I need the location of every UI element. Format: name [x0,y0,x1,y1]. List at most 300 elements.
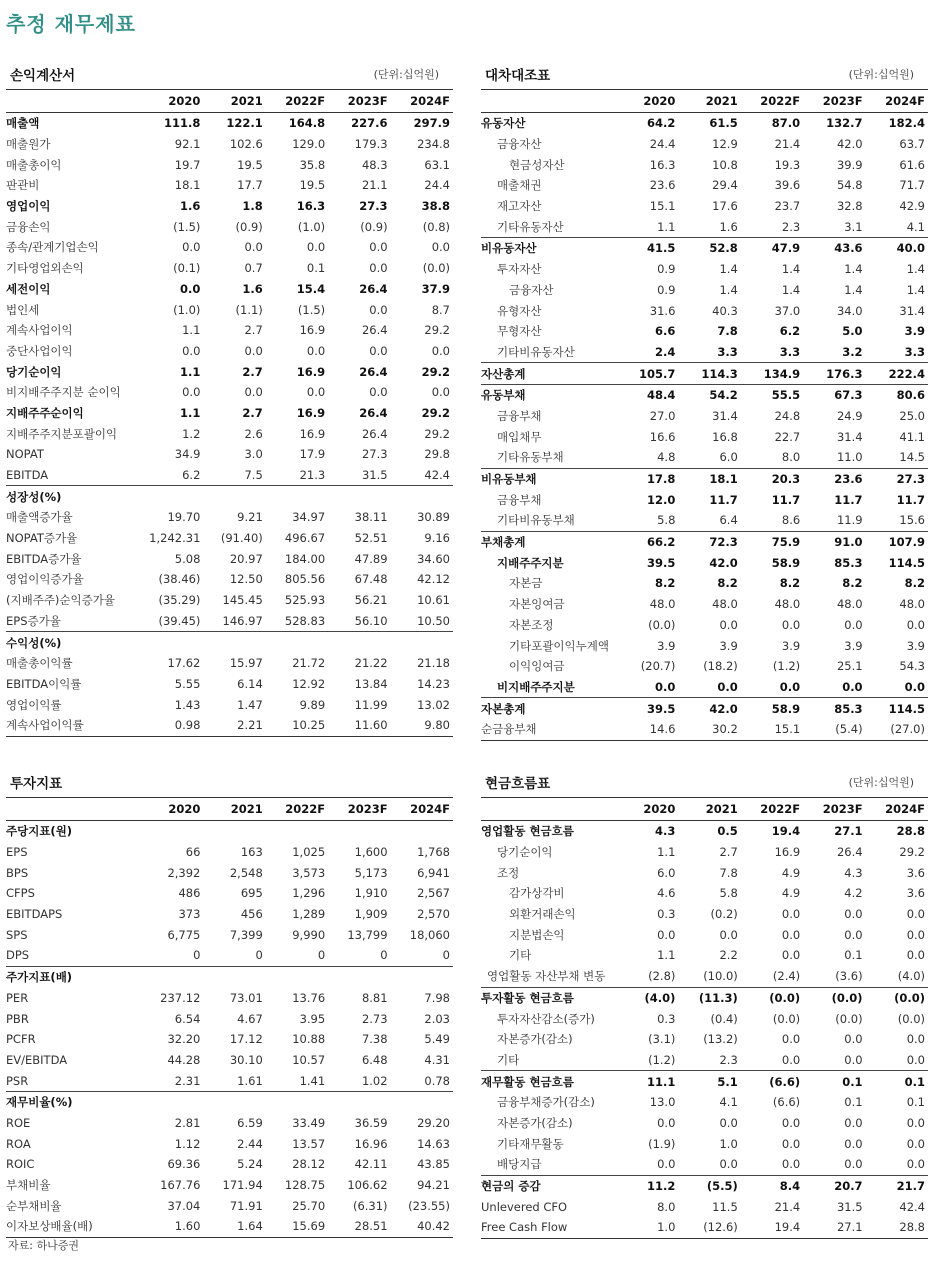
value-cell: 2.7 [244,323,263,338]
value-cell: (0.0) [772,1011,801,1026]
balance-sheet-panel [481,64,928,741]
row-label: 기타영업외손익 [6,261,84,276]
value-cell: 107.9 [866,531,928,552]
row-label: 투자자산 [497,262,542,277]
table-row [481,1196,928,1217]
value-cell: 21.4 [774,1199,801,1214]
row-label: ROIC [6,1157,35,1172]
value-cell: 0.0 [781,617,801,632]
value-cell: 0.0 [844,617,863,632]
row-label: 법인세 [6,302,40,317]
value-cell: 0.0 [781,907,801,922]
value-cell: (0.9) [235,219,263,234]
value-cell: 0.0 [431,343,450,358]
value-cell: 1.1 [180,364,201,379]
value-cell: 0.0 [306,385,326,400]
value-cell: 0 [380,948,388,963]
value-cell: 17.62 [167,656,201,671]
value-cell: 21.72 [292,656,326,671]
header-row [6,90,453,113]
row-label: 영업이익증가율 [6,572,84,587]
value-cell: 695 [240,886,263,901]
row-label: 금융부채증가(감소) [497,1095,595,1110]
row-label: 기타포괄이익누계액 [509,638,609,653]
value-cell: 0.0 [657,1115,676,1130]
header-year-2023f: 2023F [328,90,390,113]
row-label: 매출총이익 [6,157,62,172]
value-cell: 0 [442,948,450,963]
row-label: SPS [6,927,28,942]
value-cell: 227.6 [328,113,390,134]
row-label: EBITDA증가율 [6,551,82,566]
header-year-2021: 2021 [203,798,265,821]
row-label: 기타비유동부채 [497,513,575,528]
value-cell: 11.7 [834,492,863,507]
value-cell: 0.9 [657,282,676,297]
row-label: 기타 [509,948,532,963]
balance-unit-label: (단위:십억원) [848,68,914,81]
value-cell: 0.0 [657,927,676,942]
row-label: 비지배주주지분 [497,679,575,694]
value-cell: 0 [317,948,326,963]
value-cell: 56.21 [354,593,388,608]
value-cell: 146.97 [222,613,263,628]
row-label: 자본증가(감소) [497,1032,573,1047]
value-cell: 10.8 [712,157,738,172]
value-cell: 8.0 [657,1199,676,1214]
value-cell: 19.5 [299,178,326,193]
value-cell: 6.4 [719,513,738,528]
value-cell: 18.1 [174,178,201,193]
row-label: 지배주주순이익 [6,405,84,420]
value-cell: 17.12 [229,1032,263,1047]
value-cell: 21.4 [774,137,801,152]
value-cell: 0.0 [842,679,863,694]
value-cell: 28.8 [866,821,928,842]
value-cell: 10.25 [266,715,328,736]
header-row [481,798,928,821]
header-label-cell [6,90,141,113]
table-row [6,862,453,883]
value-cell: 1.1 [657,219,676,234]
value-cell: 27.0 [649,408,676,423]
value-cell: 32.8 [836,199,863,214]
value-cell: 179.3 [354,137,388,152]
table-row [481,677,928,698]
value-cell: 27.1 [803,821,865,842]
value-cell: 0.0 [906,1115,925,1130]
value-cell: 8.2 [779,576,801,591]
value-cell: 8.2 [842,576,863,591]
value-cell: 0 [193,948,201,963]
value-cell: 1,296 [292,886,326,901]
value-cell: 4.1 [906,219,925,234]
row-label: 금융부채 [497,408,542,423]
row-label: 매출액증가율 [6,510,73,525]
header-year-2021: 2021 [203,90,265,113]
value-cell: 1.4 [844,262,863,277]
value-cell: 8.6 [781,513,801,528]
value-cell: 102.6 [229,137,263,152]
value-cell: 11.5 [712,1199,738,1214]
value-cell: 6,941 [417,865,450,880]
value-cell: 19.4 [741,1217,803,1238]
value-cell: 5,173 [354,865,388,880]
value-cell: 30.10 [229,1052,263,1067]
value-cell: 0.0 [904,679,925,694]
value-cell: (6.31) [352,1198,388,1213]
table-row [481,842,928,863]
table-row [481,384,928,405]
table-row [481,259,928,280]
value-cell: 31.5 [836,1199,863,1214]
value-cell: 171.94 [222,1178,263,1193]
value-cell: 39.5 [647,555,676,570]
value-cell: 1.41 [299,1073,326,1088]
value-cell: 4.1 [719,1095,738,1110]
table-row [6,674,453,695]
value-cell: 0.0 [844,1115,863,1130]
value-cell: 1.1 [180,405,201,420]
table-row [6,361,453,382]
value-cell: 3.9 [657,638,676,653]
row-label: EPS증가율 [6,613,61,628]
table-row [481,196,928,217]
value-cell: 128.75 [284,1178,326,1193]
value-cell: 27.1 [803,1217,865,1238]
row-label: PSR [6,1073,29,1088]
table-row [6,403,453,424]
value-cell: 1.02 [361,1073,388,1088]
value-cell: 4.6 [657,886,676,901]
value-cell: (10.0) [703,969,738,984]
table-row [481,1029,928,1050]
row-label: 매출총이익률 [6,656,73,671]
value-cell: 2.03 [424,1011,450,1026]
row-label: 금융손익 [6,219,51,234]
value-cell: 34.9 [174,447,201,462]
value-cell: 1.4 [844,282,863,297]
value-cell: 48.0 [712,597,738,612]
value-cell: 0.0 [781,1115,801,1130]
value-cell: 0.0 [431,240,450,255]
row-label: 비지배주주지분 순이익 [6,385,121,400]
value-cell: 1.4 [781,282,801,297]
value-cell: 19.3 [774,157,801,172]
value-cell: 6.0 [719,450,738,465]
table-row [6,486,453,507]
row-label: 지배주주지분포괄이익 [6,426,118,441]
row-label: ROE [6,1115,31,1130]
balance-sheet-title: 대차대조표 [485,68,551,84]
value-cell: 19.7 [174,157,201,172]
value-cell: (6.6) [772,1095,801,1110]
value-cell [203,632,265,653]
value-cell: 10.57 [292,1052,326,1067]
value-cell: 0.0 [906,907,925,922]
row-label: 기타재무활동 [497,1136,564,1151]
investment-indicators-panel [6,772,453,1238]
table-row [6,653,453,674]
header-year-2021: 2021 [678,90,740,113]
value-cell: 1.4 [781,262,801,277]
row-label: 기타비유동자산 [497,344,575,359]
value-cell: 8.0 [781,450,801,465]
header-year-2021: 2021 [678,798,740,821]
row-label: 비유동부채 [481,468,616,489]
table-row [6,988,453,1009]
row-label: 자본조정 [509,617,554,632]
value-cell: 4.2 [844,886,863,901]
value-cell: 29.2 [899,845,925,860]
value-cell: 5.0 [842,324,863,339]
value-cell: 2.31 [174,1073,201,1088]
value-cell: 3.6 [906,886,925,901]
table-row [6,175,453,196]
investment-indicators-title: 투자지표 [10,776,63,792]
row-label: EBITDA [6,468,49,483]
row-label: PBR [6,1011,29,1026]
table-row [6,279,453,300]
value-cell: 0.0 [844,1136,863,1151]
value-cell: 66.2 [616,531,678,552]
value-cell [391,966,453,987]
cash-unit-label: (단위:십억원) [848,776,914,789]
table-row [6,1133,453,1154]
value-cell: (0.0) [866,987,928,1008]
row-label: 금융자산 [497,137,542,152]
value-cell: 129.0 [292,137,326,152]
table-row [6,1070,453,1091]
table-row [481,945,928,966]
row-label: 계속사업이익률 [6,715,141,736]
value-cell: 2.7 [242,405,263,420]
value-cell: 373 [178,907,201,922]
value-cell: 0.0 [781,1052,801,1067]
value-cell [328,1091,390,1112]
income-statement-panel [6,64,453,737]
value-cell: 3.1 [844,219,863,234]
value-cell: 1,025 [292,845,326,860]
row-label: 중단사업이익 [6,343,73,358]
value-cell: 15.97 [229,656,263,671]
value-cell: 55.5 [741,384,803,405]
table-row [481,1113,928,1134]
value-cell: 2,548 [229,865,263,880]
value-cell: 3.2 [842,344,863,359]
value-cell: (0.0) [648,617,676,632]
value-cell: 47.89 [354,551,388,566]
value-cell: 2.44 [237,1136,263,1151]
table-row [6,1050,453,1071]
header-year-2024f: 2024F [866,90,928,113]
value-cell: 0.1 [906,1095,925,1110]
value-cell: 29.2 [421,405,450,420]
header-year-2022f: 2022F [741,90,803,113]
value-cell: (3.1) [648,1032,676,1047]
table-row [6,1154,453,1175]
row-label: 지분법손익 [509,927,565,942]
value-cell: 27.3 [866,468,928,489]
table-row [481,489,928,510]
value-cell: 0.0 [369,343,388,358]
value-cell: 40.0 [866,238,928,259]
value-cell: 6.6 [655,324,676,339]
value-cell: 54.3 [899,659,925,674]
value-cell: 5.8 [719,886,738,901]
value-cell: 36.59 [354,1115,388,1130]
table-row [6,694,453,715]
investment-indicators-table [6,797,453,1238]
value-cell: 11.0 [836,450,863,465]
value-cell: 18,060 [409,927,450,942]
value-cell: (0.0) [741,987,803,1008]
table-row [6,548,453,569]
value-cell: 16.9 [296,364,326,379]
value-cell: 176.3 [803,363,865,385]
value-cell: 1.12 [174,1136,201,1151]
value-cell: 22.7 [774,429,801,444]
row-label: 배당지급 [497,1157,542,1172]
value-cell: 0.0 [182,240,201,255]
value-cell: 29.8 [424,447,450,462]
value-cell: 63.1 [424,157,450,172]
value-cell: 16.9 [774,845,801,860]
value-cell: 3.9 [904,324,925,339]
value-cell: 29.4 [712,178,738,193]
value-cell: 3.9 [719,638,738,653]
value-cell: 24.4 [424,178,450,193]
value-cell: (0.0) [835,1011,863,1026]
value-cell: 114.5 [866,698,928,719]
value-cell: (23.55) [408,1198,450,1213]
value-cell: 111.8 [141,113,203,134]
value-cell: (0.1) [173,261,201,276]
value-cell: 0.0 [906,617,925,632]
value-cell: (0.4) [710,1011,738,1026]
cash-flow-table [481,797,928,1239]
value-cell: (5.4) [803,719,865,740]
row-label: 부채총계 [481,531,616,552]
value-cell: 24.4 [649,137,676,152]
value-cell: 2.2 [719,948,738,963]
row-label: 영업활동 자산부채 변동 [487,969,606,984]
table-row [481,363,928,385]
value-cell: 39.9 [836,157,863,172]
value-cell: (2.8) [648,969,676,984]
table-row [481,113,928,134]
table-row [481,300,928,321]
value-cell: 15.4 [296,281,326,296]
value-cell: (4.0) [616,987,678,1008]
table-row [481,447,928,468]
row-label: 자산총계 [481,363,616,385]
value-cell: 222.4 [866,363,928,385]
value-cell [391,821,453,842]
value-cell: 29.2 [424,426,450,441]
row-label: 재무비율(%) [6,1091,141,1112]
table-row [6,715,453,736]
value-cell: 27.3 [359,199,388,214]
value-cell: 32.20 [167,1032,201,1047]
value-cell: 4.3 [844,865,863,880]
value-cell: 14.63 [417,1136,450,1151]
table-row [6,1029,453,1050]
value-cell: 38.11 [354,510,388,525]
value-cell: (0.8) [422,219,450,234]
value-cell: 30.89 [417,510,450,525]
value-cell: 1.1 [657,948,676,963]
value-cell: (3.6) [835,969,863,984]
value-cell: 92.1 [174,137,201,152]
row-label: 조정 [497,865,520,880]
value-cell: 4.3 [616,821,678,842]
table-row [481,1133,928,1154]
value-cell: 2.3 [781,219,801,234]
value-cell: 0.0 [844,1052,863,1067]
value-cell: 17.6 [712,199,738,214]
value-cell: 31.6 [649,303,676,318]
row-label: 매출채권 [497,178,542,193]
value-cell: 237.12 [160,990,201,1005]
value-cell: 14.5 [899,450,925,465]
table-row [6,341,453,362]
value-cell: 11.99 [354,697,388,712]
value-cell: 0.0 [781,948,801,963]
table-row [481,1217,928,1238]
value-cell: 0.0 [717,679,738,694]
row-label: NOPAT [6,447,44,462]
table-row [481,1071,928,1092]
value-cell: 11.7 [896,492,925,507]
table-row [481,216,928,237]
row-label: 기타 [497,1052,520,1067]
value-cell: 525.93 [284,593,326,608]
table-row [481,719,928,740]
value-cell: 456 [240,907,263,922]
value-cell: 5.49 [424,1032,450,1047]
value-cell: 0.3 [657,1011,676,1026]
table-row [481,1154,928,1175]
row-label: Free Cash Flow [481,1217,616,1238]
balance-sheet-table [481,89,928,741]
table-row [6,924,453,945]
table-row [6,842,453,863]
value-cell: 16.9 [299,323,326,338]
row-label: 영업이익률 [6,697,62,712]
header-year-2024f: 2024F [866,798,928,821]
row-label: EBITDAPS [6,907,63,922]
value-cell: 48.0 [836,597,863,612]
row-label: 기타유동자산 [497,219,564,234]
row-label: DPS [6,948,30,963]
value-cell: 54.2 [678,384,740,405]
value-cell: 0.3 [657,907,676,922]
table-row [481,594,928,615]
value-cell: 72.3 [678,531,740,552]
value-cell: (1.0) [173,302,201,317]
value-cell: 1.6 [242,281,263,296]
value-cell: 6.48 [361,1052,388,1067]
value-cell: 0.1 [844,948,863,963]
value-cell: 4.9 [781,886,801,901]
value-cell: 16.3 [649,157,676,172]
value-cell: 0.0 [244,240,263,255]
value-cell: 182.4 [866,113,928,134]
value-cell: 30.2 [678,719,740,740]
value-cell: 21.1 [361,178,388,193]
table-row [481,904,928,925]
